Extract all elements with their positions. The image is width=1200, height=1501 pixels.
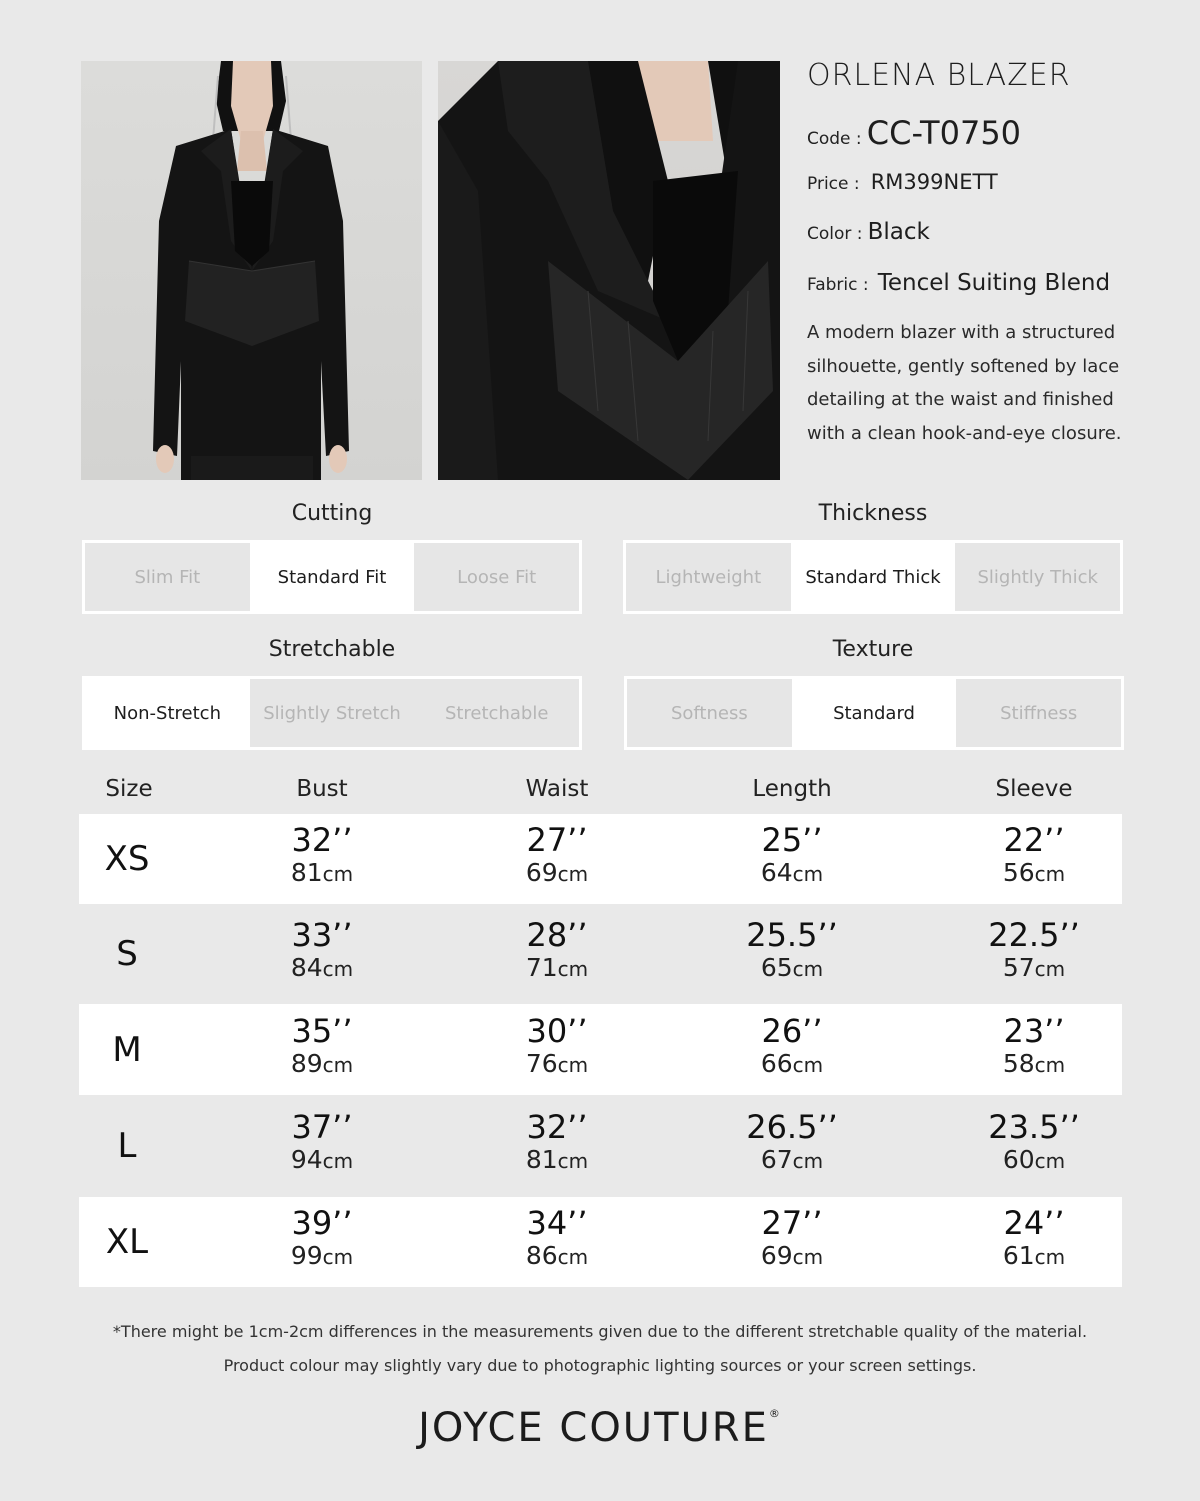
waist-cm-value: 71 bbox=[525, 953, 558, 982]
length-inches: 26’’ bbox=[761, 1011, 823, 1050]
sleeve-centimeters bbox=[1003, 1049, 1065, 1080]
cm-unit: cm bbox=[1034, 1052, 1066, 1077]
cm-unit: cm bbox=[792, 1245, 824, 1269]
bust-measurement bbox=[291, 1109, 353, 1176]
cm-unit: cm bbox=[557, 957, 589, 981]
size-row-s bbox=[79, 904, 1122, 1004]
waist-centimeters bbox=[526, 1145, 588, 1176]
cm-unit: cm bbox=[322, 957, 354, 981]
length-centimeters bbox=[746, 953, 838, 984]
size-label: S bbox=[116, 934, 138, 974]
bust-centimeters bbox=[291, 953, 353, 984]
cm-unit: cm bbox=[792, 1149, 824, 1173]
sleeve-measurement bbox=[988, 1109, 1080, 1176]
length-measurement bbox=[761, 1205, 823, 1272]
product-color: Black bbox=[867, 219, 930, 245]
bust-centimeters bbox=[291, 1049, 353, 1080]
sleeve-cm-value: 57 bbox=[1002, 953, 1035, 982]
cm-unit: cm bbox=[792, 862, 824, 886]
length-centimeters bbox=[761, 1241, 823, 1272]
cm-unit: cm bbox=[1034, 862, 1066, 886]
colour-note: Product colour may slightly vary due to photographic lighting sources or your screen settings. bbox=[223, 1356, 977, 1375]
registered-mark: ® bbox=[768, 1407, 782, 1420]
bust-inches: 39’’ bbox=[291, 1204, 353, 1242]
cm-unit: cm bbox=[322, 862, 354, 886]
bust-measurement bbox=[291, 1205, 353, 1272]
sleeve-measurement bbox=[988, 917, 1080, 984]
bust-measurement bbox=[291, 917, 353, 984]
cm-unit: cm bbox=[322, 1245, 354, 1269]
length-measurement bbox=[761, 1013, 823, 1080]
waist-centimeters bbox=[526, 858, 588, 889]
length-cm-value: 66 bbox=[760, 1048, 793, 1078]
length-cm-value: 64 bbox=[760, 858, 793, 887]
sleeve-cm-value: 60 bbox=[1002, 1145, 1035, 1174]
waist-inches: 27’’ bbox=[526, 821, 588, 859]
length-cm-value: 67 bbox=[760, 1145, 793, 1174]
bust-cm-value: 89 bbox=[290, 1048, 323, 1078]
sleeve-centimeters bbox=[1003, 858, 1065, 889]
length-centimeters bbox=[761, 1049, 823, 1080]
length-cm-value: 65 bbox=[760, 953, 793, 982]
cm-unit: cm bbox=[792, 1052, 824, 1077]
bust-measurement bbox=[291, 1013, 353, 1080]
price-label: Price : bbox=[807, 174, 860, 194]
model-closeup-photo bbox=[438, 61, 780, 480]
bust-cm-value: 84 bbox=[290, 953, 323, 982]
cm-unit: cm bbox=[1034, 1149, 1066, 1173]
texture-title: Texture bbox=[832, 637, 914, 662]
thickness-options bbox=[623, 540, 1123, 614]
code-label: Code : bbox=[807, 129, 862, 149]
sleeve-centimeters bbox=[1003, 1241, 1065, 1272]
bust-inches: 37’’ bbox=[291, 1108, 353, 1146]
header-size: Size bbox=[105, 776, 153, 802]
cutting-title: Cutting bbox=[291, 501, 373, 526]
cutting-option-standard-fit: Standard Fit bbox=[250, 543, 415, 611]
sleeve-measurement bbox=[1003, 1013, 1065, 1080]
length-inches: 26.5’’ bbox=[746, 1108, 838, 1146]
size-row-m bbox=[79, 1004, 1122, 1095]
waist-cm-value: 86 bbox=[525, 1241, 558, 1270]
product-title: ORLENA BLAZER bbox=[807, 58, 1071, 93]
texture-option-standard: Standard bbox=[792, 679, 957, 747]
color-label: Color : bbox=[807, 224, 863, 244]
waist-cm-value: 76 bbox=[525, 1048, 558, 1078]
product-color-row bbox=[807, 219, 930, 245]
product-fabric-row bbox=[807, 270, 1110, 296]
header-bust: Bust bbox=[296, 776, 348, 802]
cutting-options bbox=[82, 540, 582, 614]
fabric-label: Fabric : bbox=[807, 275, 869, 295]
sleeve-inches: 23.5’’ bbox=[988, 1108, 1080, 1146]
length-inches: 25.5’’ bbox=[746, 916, 838, 954]
waist-inches: 34’’ bbox=[526, 1204, 588, 1242]
sleeve-measurement bbox=[1003, 822, 1065, 889]
cm-unit: cm bbox=[322, 1052, 354, 1077]
thickness-option-standard-thick: Standard Thick bbox=[791, 543, 956, 611]
measurement-note: *There might be 1cm-2cm differences in the measurements given due to the different stretchable quality of the material. bbox=[112, 1322, 1088, 1341]
texture-option-stiffness: Stiffness bbox=[956, 679, 1121, 747]
sleeve-centimeters bbox=[988, 1145, 1080, 1176]
cm-unit: cm bbox=[557, 1149, 589, 1173]
waist-centimeters bbox=[526, 953, 588, 984]
sleeve-inches: 24’’ bbox=[1003, 1204, 1065, 1242]
bust-centimeters bbox=[291, 1145, 353, 1176]
texture-options bbox=[624, 676, 1124, 750]
thickness-option-slightly-thick: Slightly Thick bbox=[955, 543, 1120, 611]
cm-unit: cm bbox=[1034, 1245, 1066, 1269]
bust-cm-value: 81 bbox=[290, 858, 323, 887]
waist-measurement bbox=[526, 1205, 588, 1272]
bust-centimeters bbox=[291, 858, 353, 889]
sleeve-cm-value: 56 bbox=[1002, 858, 1035, 887]
size-label: L bbox=[117, 1126, 137, 1166]
stretchable-options bbox=[82, 676, 582, 750]
stretch-option-slightly-stretch: Slightly Stretch bbox=[250, 679, 415, 747]
brand-logo bbox=[0, 1405, 1200, 1451]
size-row-xs bbox=[79, 814, 1122, 904]
waist-inches: 32’’ bbox=[526, 1108, 588, 1146]
size-label: XL bbox=[105, 1222, 149, 1262]
size-label: XS bbox=[104, 839, 150, 879]
bust-inches: 35’’ bbox=[291, 1011, 353, 1050]
cm-unit: cm bbox=[557, 1052, 589, 1077]
bust-cm-value: 99 bbox=[290, 1241, 323, 1270]
cutting-option-slim-fit: Slim Fit bbox=[85, 543, 250, 611]
length-cm-value: 69 bbox=[760, 1241, 793, 1270]
bust-measurement bbox=[291, 822, 353, 889]
header-length: Length bbox=[752, 776, 832, 802]
waist-centimeters bbox=[526, 1241, 588, 1272]
product-code: CC-T0750 bbox=[866, 114, 1022, 152]
product-info bbox=[807, 58, 1147, 444]
cm-unit: cm bbox=[1034, 957, 1066, 981]
size-table-header bbox=[79, 774, 1122, 810]
waist-inches: 30’’ bbox=[526, 1011, 588, 1050]
product-price-row bbox=[807, 170, 998, 194]
stretchable-title: Stretchable bbox=[268, 637, 396, 662]
cm-unit: cm bbox=[322, 1149, 354, 1173]
length-centimeters bbox=[761, 858, 823, 889]
cm-unit: cm bbox=[792, 957, 824, 981]
waist-cm-value: 81 bbox=[525, 1145, 558, 1174]
sleeve-inches: 22’’ bbox=[1003, 821, 1065, 859]
length-measurement bbox=[746, 917, 838, 984]
sleeve-inches: 22.5’’ bbox=[988, 916, 1080, 954]
thickness-title: Thickness bbox=[818, 501, 928, 526]
sleeve-cm-value: 58 bbox=[1002, 1048, 1035, 1078]
length-inches: 25’’ bbox=[761, 821, 823, 859]
header-waist: Waist bbox=[525, 776, 589, 802]
product-fabric: Tencel Suiting Blend bbox=[877, 270, 1111, 296]
waist-measurement bbox=[526, 917, 588, 984]
header-sleeve: Sleeve bbox=[995, 776, 1073, 802]
model-full-photo bbox=[81, 61, 422, 480]
brand-name: JOYCE COUTURE bbox=[418, 1405, 769, 1451]
product-description: A modern blazer with a structured silhouette, gently softened by lace detailing at the waist and finished with a clean hook-and-eye closure. bbox=[807, 322, 1122, 444]
cutting-option-loose-fit: Loose Fit bbox=[414, 543, 579, 611]
waist-inches: 28’’ bbox=[526, 916, 588, 954]
bust-inches: 33’’ bbox=[291, 916, 353, 954]
length-inches: 27’’ bbox=[761, 1204, 823, 1242]
texture-option-softness: Softness bbox=[627, 679, 792, 747]
length-measurement bbox=[761, 822, 823, 889]
stretch-option-non-stretch: Non-Stretch bbox=[85, 679, 250, 747]
waist-measurement bbox=[526, 822, 588, 889]
product-price: RM399NETT bbox=[870, 170, 998, 194]
waist-measurement bbox=[526, 1013, 588, 1080]
waist-centimeters bbox=[526, 1049, 588, 1080]
sleeve-centimeters bbox=[988, 953, 1080, 984]
cm-unit: cm bbox=[557, 1245, 589, 1269]
product-code-row bbox=[807, 114, 1021, 152]
sleeve-measurement bbox=[1003, 1205, 1065, 1272]
cm-unit: cm bbox=[557, 862, 589, 886]
bust-inches: 32’’ bbox=[291, 821, 353, 859]
size-label: M bbox=[112, 1029, 142, 1070]
sleeve-cm-value: 61 bbox=[1002, 1241, 1035, 1270]
length-centimeters bbox=[746, 1145, 838, 1176]
bust-cm-value: 94 bbox=[290, 1145, 323, 1174]
bust-centimeters bbox=[291, 1241, 353, 1272]
waist-measurement bbox=[526, 1109, 588, 1176]
stretch-option-stretchable: Stretchable bbox=[414, 679, 579, 747]
thickness-option-lightweight: Lightweight bbox=[626, 543, 791, 611]
waist-cm-value: 69 bbox=[525, 858, 558, 887]
length-measurement bbox=[746, 1109, 838, 1176]
size-row-xl bbox=[79, 1197, 1122, 1287]
sleeve-inches: 23’’ bbox=[1003, 1011, 1065, 1050]
size-row-l bbox=[79, 1095, 1122, 1197]
